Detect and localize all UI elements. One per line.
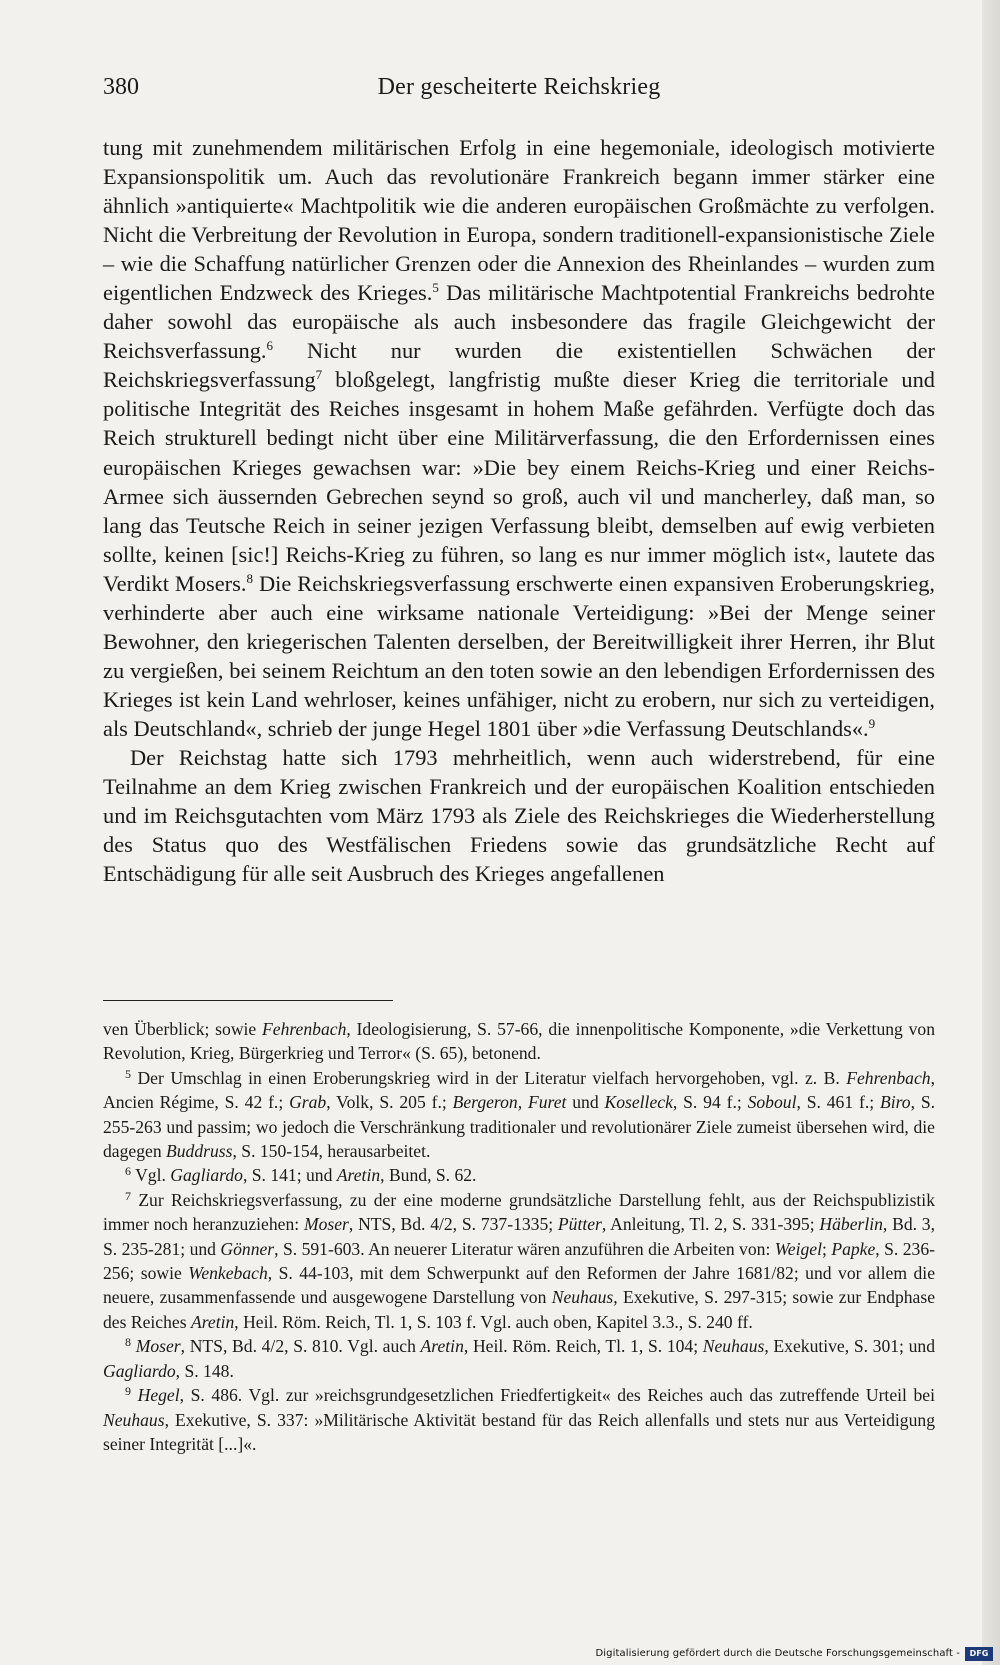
author-name: Bergeron, Furet (452, 1092, 567, 1113)
footnote-ref: 9 (868, 715, 876, 731)
text-run: , S. 591-603. An neuerer Literatur wären anzuführen die Arbeiten von: (274, 1238, 775, 1259)
author-name: Aretin (190, 1311, 235, 1332)
text-run: , S. 44-103, mit dem Schwerpunkt auf den Reformen der Jahre 1681/82; und vor allem die neuere, zusammenfassende und ausgewogene Darstellung von (103, 1263, 936, 1308)
text-run: und (566, 1092, 605, 1113)
text-run: Zur Reichskriegsverfassung, zu der eine moderne grundsätzliche Darstellung fehlt, aus der Reichspublizistik immer noch heranzuziehen: (103, 1189, 935, 1235)
author-name: Gönner (220, 1238, 275, 1259)
text-run: tung mit zunehmendem militärischen Erfolg in eine hegemoniale, ideologisch motivierte Expansionspolitik um. Auch das revolutionäre Frankreich begann immer stärker eine ähnlich »antiquierte« Machtpolitik wie die anderen europäischen Großmächte zu verfolgen. Nicht die Verbreitung der Revolution in Europa, sondern traditionell-expansionistische Ziele – wie die Schaffung natürlicher Grenzen oder die Annexion des Rheinlandes – wurden zum eigentlichen Endzweck des Krieges. (103, 135, 935, 306)
author-name: Fehrenbach (262, 1019, 347, 1039)
author-name: Aretin (420, 1336, 464, 1357)
text-run: , S. 150-154, herausarbeitet. (232, 1141, 431, 1162)
body-text (103, 133, 935, 888)
text-run: , Heil. Röm. Reich, Tl. 1, S. 104; (463, 1336, 703, 1357)
author-name: Soboul (747, 1092, 797, 1113)
footnote-continuation (103, 1017, 935, 1066)
text-run: Der Umschlag in einen Eroberungskrieg wird in der Literatur vielfach hervorgehoben, vgl. z. B. (131, 1067, 847, 1088)
text-run: , Exekutive, S. 297-315; sowie zur Endphase des Reiches (103, 1287, 935, 1332)
text-run: , Bund, S. 62. (380, 1165, 477, 1186)
text-run: ; (822, 1238, 832, 1259)
author-name: Aretin (336, 1165, 381, 1186)
text-run: Das militärische Machtpotential Frankreichs bedrohte daher sowohl das europäische als auch insbesondere das fragile Gleichgewicht der Reichsverfassung. (103, 280, 935, 364)
footnote-9 (103, 1383, 935, 1456)
author-name: Wenkebach (188, 1263, 268, 1284)
text-run (131, 1385, 138, 1405)
author-name: Neuhaus (103, 1409, 165, 1430)
footnote-ref: 8 (246, 570, 253, 586)
footnote-8 (103, 1334, 935, 1383)
digitization-credit: Digitalisierung gefördert durch die Deutsche Forschungsgemeinschaft - (595, 1648, 960, 1659)
text-run: ven Überblick; sowie (103, 1019, 263, 1039)
text-run: , NTS, Bd. 4/2, S. 737-1335; (348, 1214, 558, 1235)
author-name: Häberlin (819, 1214, 883, 1235)
footnote-ref: 6 (266, 338, 274, 354)
text-run: , NTS, Bd. 4/2, S. 810. Vgl. auch (180, 1336, 421, 1357)
page-header (103, 74, 935, 106)
running-title: Der gescheiterte Reichskrieg (377, 74, 661, 100)
footnote-7 (103, 1188, 935, 1334)
footnote-number: 5 (125, 1066, 131, 1081)
text-run: , Heil. Röm. Reich, Tl. 1, S. 103 f. Vgl. auch oben, Kapitel 3.3., S. 240 ff. (234, 1311, 753, 1332)
footnote-number: 9 (125, 1384, 131, 1399)
footnote-5 (103, 1066, 935, 1164)
text-run: , Exekutive, S. 301; und (764, 1336, 936, 1357)
text-run: , Volk, S. 205 f.; (326, 1092, 453, 1113)
author-name: Weigel (774, 1238, 822, 1259)
author-name: Hegel (137, 1385, 180, 1406)
author-name: Moser (135, 1336, 181, 1357)
footnote-6 (103, 1163, 935, 1187)
page-edge (982, 0, 1000, 1665)
text-run: Nicht nur wurden die existentiellen Schwächen der Reichskriegsverfassung (103, 338, 935, 393)
footnote-ref: 7 (315, 367, 323, 383)
text-run: , Anleitung, Tl. 2, S. 331-395; (601, 1214, 820, 1235)
author-name: Biro (879, 1092, 911, 1113)
text-run: , S. 461 f.; (796, 1092, 880, 1113)
body-paragraph: Der Reichstag hatte sich 1793 mehrheitlich, wenn auch widerstrebend, für eine Teilnahme an dem Krieg zwischen Frankreich und der europäischen Koalition entschieden und im Reichsgutachten vom März 1793 als Ziele des Reichskrieges die Wiederherstellung des Status quo des Westfälischen Friedens sowie das grundsätzliche Recht auf Entschädigung für alle seit Ausbruch des Krieges angefallenen (103, 744, 935, 887)
author-name: Buddruss (166, 1141, 233, 1162)
author-name: Papke (831, 1238, 876, 1259)
author-name: Gagliardo (170, 1165, 243, 1186)
footnote-rule (103, 1000, 393, 1001)
text-run: bloßgelegt, langfristig mußte dieser Krieg die territoriale und politische Integrität des Reiches insgesamt in hohem Maße gefährden. Verfügte doch das Reich strukturell bedingt nicht über eine Militärverfassung, die den Erfordernissen eines europäischen Krieges gewachsen war: »Die bey einem Reichs-Krieg und einer Reichs-Armee sich äussernden Gebrechen seynd so groß, auch vil und mancherley, daß man, so lang das Teutsche Reich in seiner jezigen Verfassung bleibt, demselben auf ewig verbieten sollte, keinen [sic!] Reichs-Krieg zu führen, so lang es nur immer möglich ist«, lautete das Verdikt Mosers. (103, 367, 935, 596)
author-name: Koselleck (604, 1092, 673, 1113)
footnote-ref: 5 (432, 280, 439, 296)
text-run: , S. 255-263 und passim; wo jedoch die Verschränkung traditionaler und revolutionärer Ziele zumeist übersehen wird, die dagegen (103, 1092, 936, 1162)
text-run: , S. 141; und (242, 1165, 337, 1186)
text-run: , S. 236-256; sowie (103, 1238, 935, 1284)
text-run: , S. 94 f.; (672, 1092, 748, 1113)
footnotes (103, 1017, 935, 1456)
text-run: , Ancien Régime, S. 42 f.; (103, 1067, 935, 1113)
text-run: , S. 148. (175, 1360, 234, 1381)
author-name: Fehrenbach (846, 1067, 931, 1088)
author-name: Grab (289, 1092, 327, 1113)
body-paragraph (103, 133, 935, 743)
author-name: Gagliardo (103, 1360, 176, 1381)
text-run: Vgl. (131, 1165, 171, 1186)
text-run: , S. 486. Vgl. zur »reichsgrundgesetzlichen Friedfertigkeit« des Reiches auch das zutreffende Urteil bei (179, 1385, 935, 1406)
footnote-number: 8 (125, 1335, 131, 1350)
dfg-logo: DFG (965, 1647, 993, 1661)
page-number: 380 (103, 74, 139, 100)
author-name: Neuhaus (551, 1287, 614, 1308)
author-name: Pütter (557, 1214, 602, 1235)
author-name: Neuhaus (702, 1336, 765, 1357)
text-run: , Bd. 3, S. 235-281; und (103, 1214, 935, 1259)
text-run: , Ideologisierung, S. 57-66, die innenpolitische Komponente, »die Verkettung von Revolution, Krieg, Bürgerkrieg und Terror« (S. 65), betonend. (103, 1019, 936, 1064)
footnote-number: 6 (125, 1164, 131, 1179)
text-run: , Exekutive, S. 337: »Militärische Aktivität bestand für das Reich allenfalls und stets nur aus Verteidigung seiner Integrität [...]«. (103, 1409, 935, 1454)
text-run: Die Reichskriegsverfassung erschwerte einen expansiven Eroberungskrieg, verhinderte aber auch eine wirksame nationale Verteidigung: »Bei der Menge seiner Bewohner, den kriegerischen Talenten derselben, der Bereitwilligkeit ihrer Herren, ihr Blut zu vergießen, bei seinem Reichtum an den toten sowie an den lebendigen Erfordernissen des Krieges ist kein Land wehrloser, keines unfähiger, nicht zu erobern, nur sich zu verteidigen, als Deutschland«, schrieb der junge Hegel 1801 über »die Verfassung Deutschlands«. (103, 570, 935, 741)
footnote-number: 7 (125, 1188, 131, 1203)
author-name: Moser (303, 1214, 349, 1235)
